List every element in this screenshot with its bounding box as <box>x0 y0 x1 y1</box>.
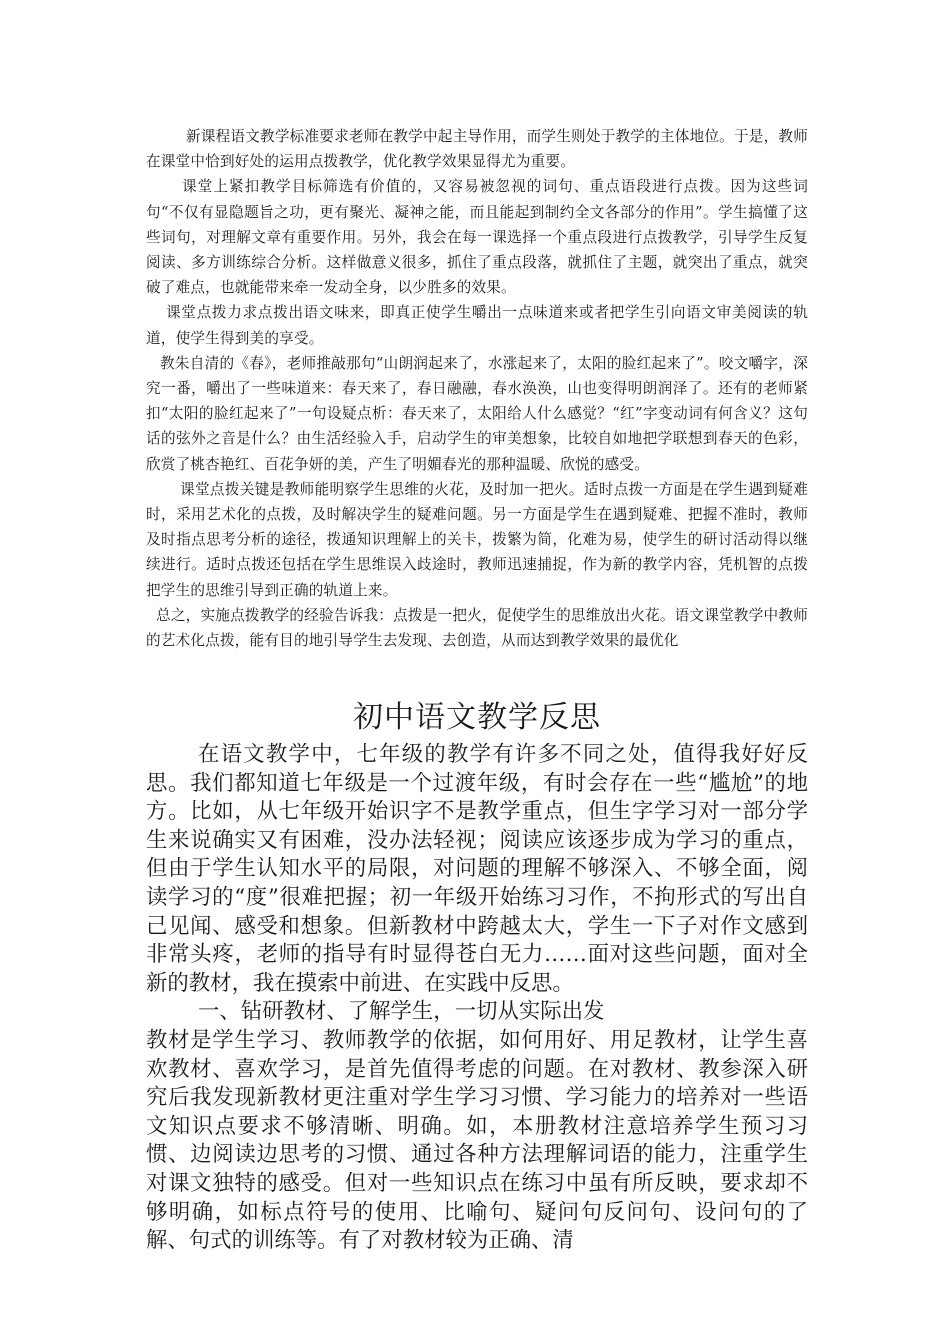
paragraph: 课堂上紧扣教学目标筛选有价值的，又容易被忽视的词句、重点语段进行点拨。因为这些词句“不仅有显隐题旨之功，更有聚光、凝神之能，而且能起到制约全文各部分的作用”。学生搞懂了这些词句，对理解文章有重要作用。另外，我会在每一课选择一个重点段进行点拨教学，引导学生反复阅读、多方训练综合分析。这样做意义很多，抓住了重点段落，就抓住了主题，就突出了重点，就突破了难点，也就能带来牵一发动全身，以少胜多的效果。 <box>146 178 808 297</box>
reflection-text-bottom <box>146 741 808 1256</box>
paragraph: 教材是学生学习、教师教学的依据，如何用好、用足教材，让学生喜欢教材、喜欢学习，是首先值得考虑的问题。在对教材、教参深入研究后我发现新教材更注重对学生学习习惯、学习能力的培养对一些语文知识点要求不够清晰、明确。如，本册教材注意培养学生预习习惯、边阅读边思考的习惯、通过各种方法理解词语的能力，注重学生对课文独特的感受。但对一些知识点在练习中虽有所反映，要求却不够明确，如标点符号的使用、比喻句、疑问句反问句、设问句的了解、句式的训练等。有了对教材较为正确、清 <box>146 1027 808 1254</box>
paragraph: 课堂点拨关键是教师能明察学生思维的火花，及时加一把火。适时点拨一方面是在学生遇到疑难时，采用艺术化的点拨，及时解决学生的疑难问题。另一方面是学生在遇到疑难、把握不准时，教师及时指点思考分析的途径，拨通知识理解上的关卡，拨繁为简，化难为易，使学生的研讨活动得以继续进行。适时点拨还包括在学生思维误入歧途时，教师迅速捕捉，作为新的教学内容，凭机智的点拨把学生的思维引导到正确的轨道上来。 <box>146 480 808 599</box>
paragraph: 课堂点拨力求点拨出语文味来，即真正使学生嚼出一点味道来或者把学生引向语文审美阅读的轨道，使学生得到美的享受。 <box>146 304 808 347</box>
paragraph: 总之，实施点拨教学的经验告诉我：点拨是一把火，促使学生的思维放出火花。语文课堂教学中教师的艺术化点拨，能有目的地引导学生去发现、去创造，从而达到教学效果的最优化 <box>146 606 808 650</box>
document-title: 初中语文教学反思 <box>353 700 601 735</box>
reflection-text-top <box>146 124 808 653</box>
section-heading: 一、钻研教材、了解学生，一切从实际出发 <box>198 999 605 1025</box>
paragraph: 在语文教学中，七年级的教学有许多不同之处，值得我好好反思。我们都知道七年级是一个过渡年级，有时会存在一些“尴尬”的地方。比如，从七年级开始识字不是教学重点，但生字学习对一部分学生来说确实又有困难，没办法轻视；阅读应该逐步成为学习的重点，但由于学生认知水平的局限，对问题的理解不够深入、不够全面，阅读学习的“度”很难把握；初一年级开始练习习作，不拘形式的写出自己见闻、感受和想象。但新教材中跨越太大，学生一下子对作文感到非常头疼，老师的指导有时显得苍白无力……面对这些问题，面对全新的教材，我在摸索中前进、在实践中反思。 <box>146 742 808 996</box>
paragraph: 新课程语文教学标准要求老师在教学中起主导作用，而学生则处于教学的主体地位。于是，教师在课堂中恰到好处的运用点拨教学，优化教学效果显得尤为重要。 <box>146 128 808 171</box>
paragraph: 教朱自清的《春》，老师推敲那句“山朗润起来了，水涨起来了，太阳的脸红起来了”。咬文嚼字，深究一番，嚼出了一些味道来：春天来了，春日融融，春水涣涣，山也变得明朗润泽了。还有的老师紧扣“太阳的脸红起来了”一句设疑点析：春天来了，太阳给人什么感觉？“红”字变动词有何含义？这句话的弦外之音是什么？由生活经验入手，启动学生的审美想象，比较自如地把学联想到春天的色彩，欣赏了桃杏艳红、百花争妍的美，产生了明媚春光的那种温暖、欣悦的感受。 <box>146 354 808 473</box>
